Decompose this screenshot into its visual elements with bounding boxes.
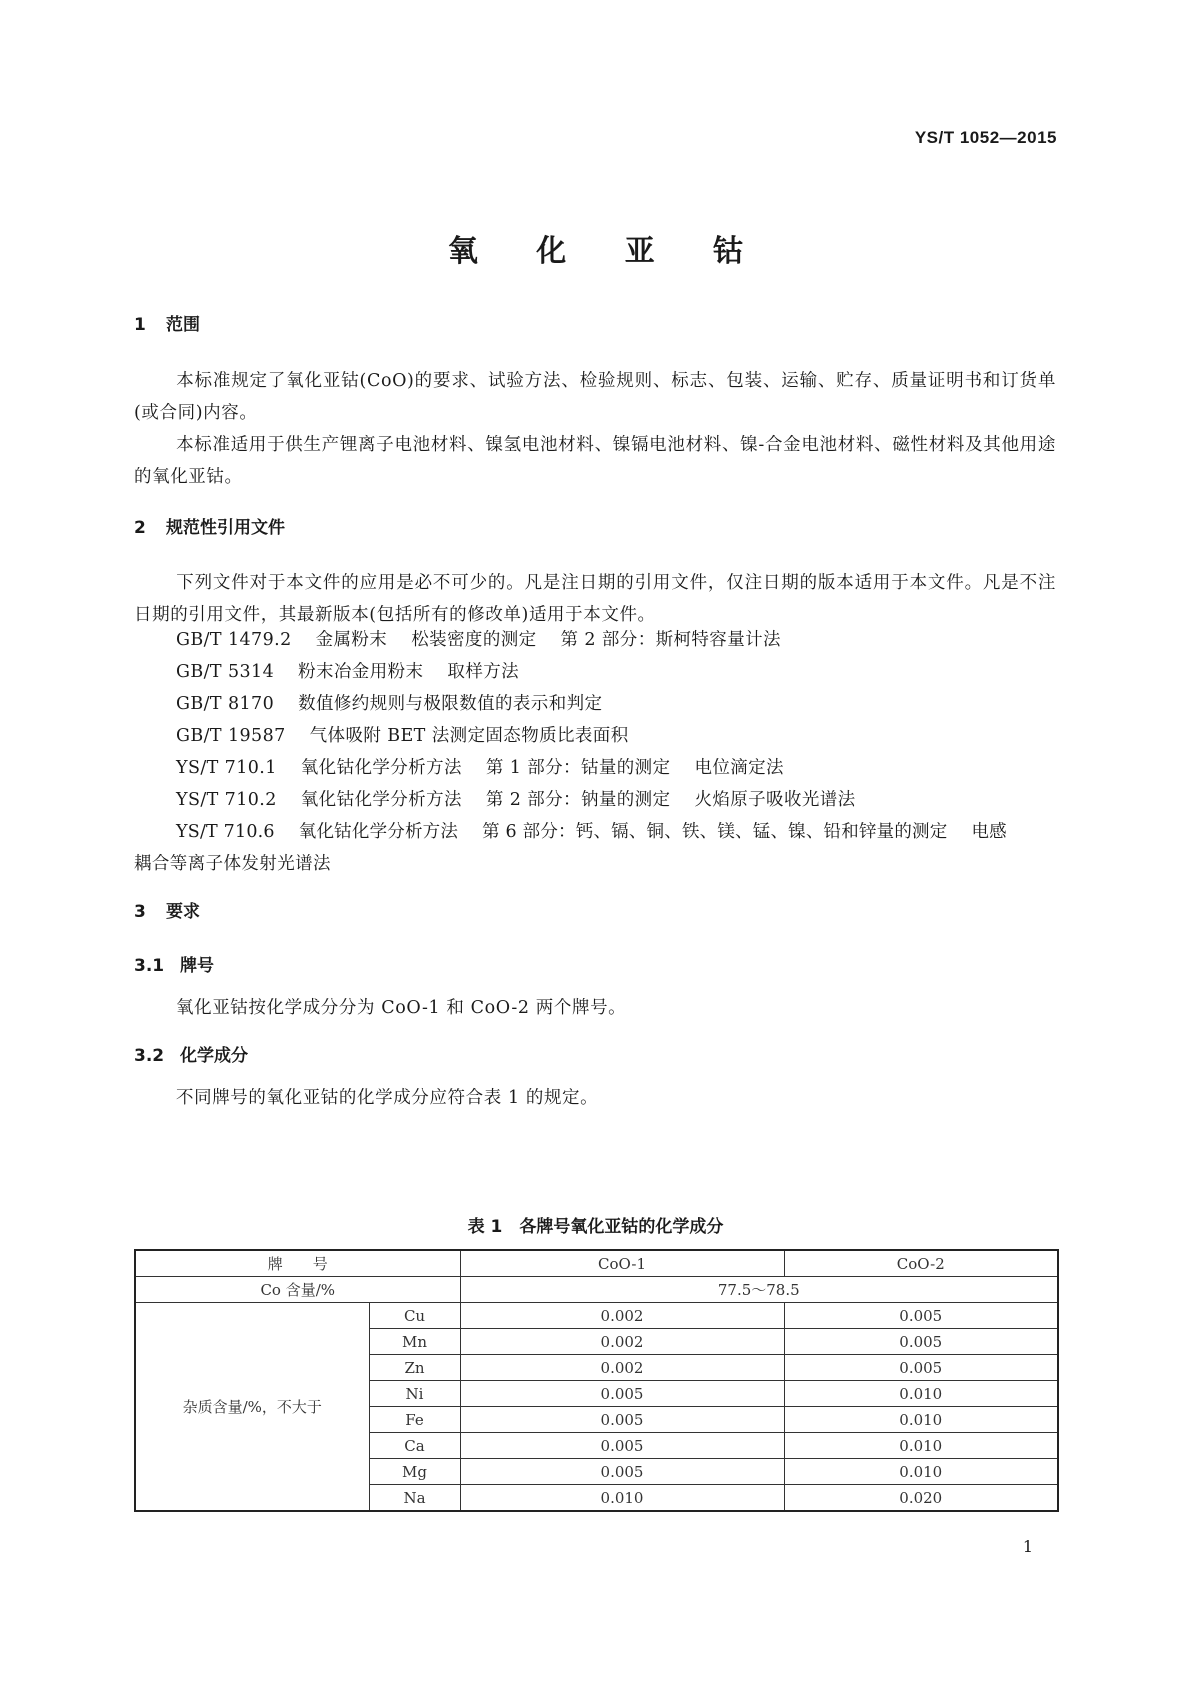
element-cell: Na [369,1485,460,1512]
grade-coo1-header: CoO-1 [460,1250,784,1277]
section-number: 3.1 [134,956,165,976]
coo2-value: 0.010 [784,1459,1058,1485]
coo2-value: 0.010 [784,1433,1058,1459]
coo1-value: 0.002 [460,1329,784,1355]
section-title: 要求 [166,902,200,922]
table-header-row [135,1250,1058,1277]
coo1-value: 0.002 [460,1303,784,1329]
co-content-value: 77.5～78.5 [460,1277,1058,1303]
coo1-value: 0.005 [460,1407,784,1433]
reference-item: YS/T 710.6 氧化钴化学分析方法 第 6 部分：钙、镉、铜、铁、镁、锰、镍、铅和锌量的测定 电感 [176,822,1007,842]
section-title: 规范性引用文件 [166,518,285,538]
section-3-2-text: 不同牌号的氧化亚钴的化学成分应符合表 1 的规定。 [176,1088,599,1108]
coo1-value: 0.002 [460,1355,784,1381]
coo2-value: 0.005 [784,1355,1058,1381]
coo2-value: 0.010 [784,1407,1058,1433]
element-cell: Ni [369,1381,460,1407]
document-title: 氧 化 亚 钴 [447,234,768,269]
element-cell: Zn [369,1355,460,1381]
reference-item: YS/T 710.2 氧化钴化学分析方法 第 2 部分：钠量的测定 火焰原子吸收光谱法 [176,790,856,810]
section-number: 2 [134,518,146,538]
table-caption: 表 1 各牌号氧化亚钴的化学成分 [467,1217,724,1237]
section-title: 化学成分 [180,1046,248,1066]
coo2-value: 0.020 [784,1485,1058,1512]
reference-item: GB/T 1479.2 金属粉末 松装密度的测定 第 2 部分：斯柯特容量计法 [176,630,781,650]
element-cell: Mg [369,1459,460,1485]
standard-number: YS/T 1052—2015 [914,128,1057,147]
section-title: 牌号 [180,956,214,976]
table-row [135,1303,1058,1329]
section-3-1-heading [134,951,214,976]
section-1-paragraph-2: 本标准适用于供生产锂离子电池材料、镍氢电池材料、镍镉电池材料、镍-合金电池材料、磁性材料及其他用途的氧化亚钴。 [134,435,1056,487]
co-content-row [135,1277,1058,1303]
section-title: 范围 [166,315,200,335]
section-3-1-text: 氧化亚钴按化学成分分为 CoO-1 和 CoO-2 两个牌号。 [176,998,627,1018]
grade-header: 牌 号 [135,1250,460,1277]
section-2-heading [134,513,285,538]
coo1-value: 0.005 [460,1459,784,1485]
coo2-value: 0.010 [784,1381,1058,1407]
section-3-heading [134,897,200,922]
section-1-paragraph-1: 本标准规定了氧化亚钴(CoO)的要求、试验方法、检验规则、标志、包装、运输、贮存、质量证明书和订货单(或合同)内容。 [134,371,1056,423]
coo1-value: 0.010 [460,1485,784,1512]
page-number: 1 [1022,1537,1033,1556]
coo1-value: 0.005 [460,1381,784,1407]
section-number: 3.2 [134,1046,165,1066]
reference-item: GB/T 5314 粉末冶金用粉末 取样方法 [176,662,520,682]
section-number: 3 [134,902,146,922]
reference-item: GB/T 19587 气体吸附 BET 法测定固态物质比表面积 [176,726,629,746]
reference-item: GB/T 8170 数值修约规则与极限数值的表示和判定 [176,694,603,714]
grade-coo2-header: CoO-2 [784,1250,1058,1277]
element-cell: Fe [369,1407,460,1433]
section-1-heading [134,310,200,335]
chemical-composition-table [134,1249,1059,1512]
element-cell: Ca [369,1433,460,1459]
coo2-value: 0.005 [784,1329,1058,1355]
reference-item: YS/T 710.1 氧化钴化学分析方法 第 1 部分：钴量的测定 电位滴定法 [176,758,784,778]
impurity-label: 杂质含量/%，不大于 [135,1303,369,1512]
coo2-value: 0.005 [784,1303,1058,1329]
element-cell: Mn [369,1329,460,1355]
section-2-intro: 下列文件对于本文件的应用是必不可少的。凡是注日期的引用文件，仅注日期的版本适用于本文件。凡是不注日期的引用文件，其最新版本(包括所有的修改单)适用于本文件。 [134,573,1056,625]
coo1-value: 0.005 [460,1433,784,1459]
section-number: 1 [134,315,146,335]
section-3-2-heading [134,1041,248,1066]
co-content-label: Co 含量/% [135,1277,460,1303]
reference-continuation: 耦合等离子体发射光谱法 [134,854,331,874]
element-cell: Cu [369,1303,460,1329]
